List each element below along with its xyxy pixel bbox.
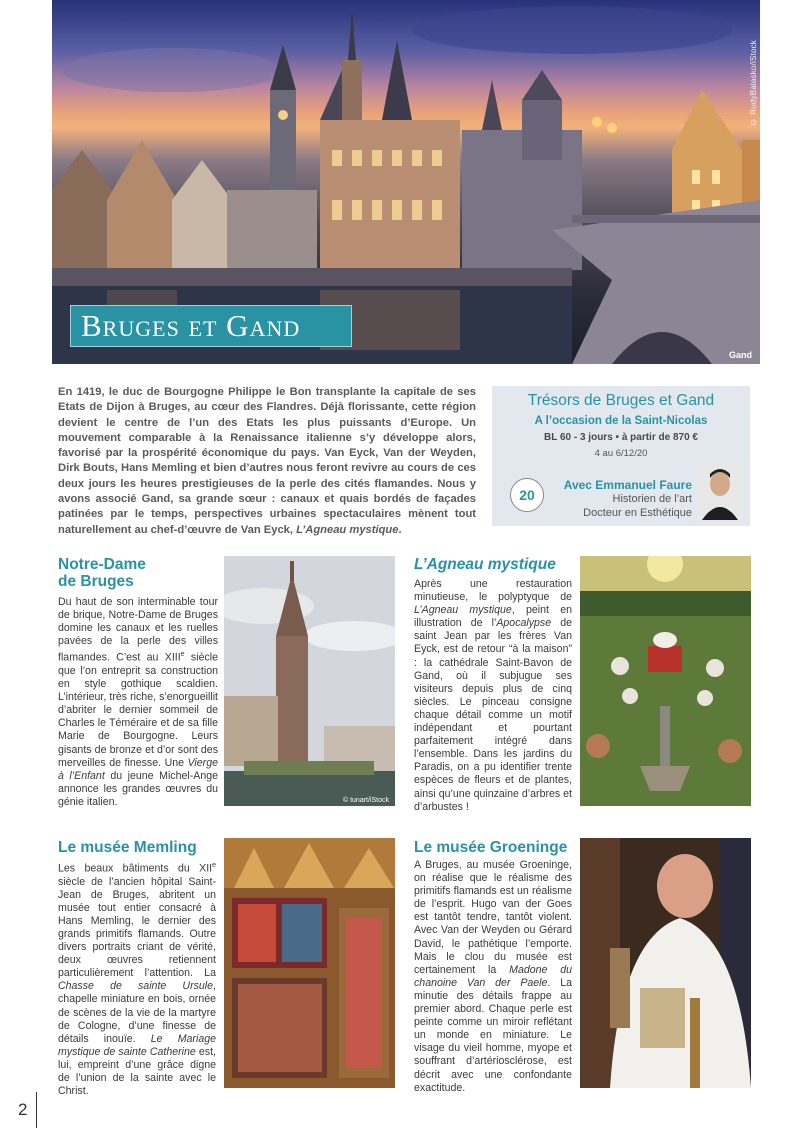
groeninge-heading: Le musée Groeninge: [414, 839, 568, 856]
agneau-painting: [580, 556, 751, 806]
notre-dame-text-1: Du haut de son interminable tour de brique, Notre-Dame de Bruges domine les canaux et les ruelles pavées de la perle des villes flamandes. C’est au XIII: [58, 596, 218, 664]
notre-dame-text-3: du jeune Michel-Ange annonce les grandes œuvres du génie italien.: [58, 769, 219, 808]
anniversary-badge-icon: [510, 478, 544, 512]
memling-heading: Le musée Memling: [58, 839, 197, 856]
notre-dame-text-2: siècle que l’on entreprit sa construction en style gothique scaldien. L’intérieur, très riche, s’enorgueillit d’abriter le dernier sommeil de Charles le Téméraire et de sa fille Marie de Bourgogne. Leurs gisants de bronze et d’or sont des merveilles de finesse. Une: [58, 651, 219, 769]
notre-dame-heading-line2: de Bruges: [58, 573, 134, 590]
agneau-heading-text: L’Agneau mystique: [414, 556, 556, 573]
memling-italic-2: Le Mariage mystique de sainte Catherine: [58, 1032, 216, 1058]
agneau-text-3: de saint Jean par les frères Van Eyck, est de retour “à la maison” : la cathédrale Saint-Bavon de Gand, où il subjugue ses visiteurs depuis plus de cinq siècles. Le pinceau consigne chaque détail comme un motif indépendant et pourtant parfaitement intégré dans l’ensemble. Dans les jardins du Paradis, on a pu identifier trente espèces de fleurs et de plantes, ainsi qu’une quinzaine d’arbres et d’arbustes !: [414, 617, 572, 813]
agneau-italic-1: L’Agneau mystique: [414, 604, 512, 617]
intro-text: En 1419, le duc de Bourgogne Philippe le Bon transplante la capitale de ses Etats de Dijon à Bruges, au cœur des Flandres. Déjà florissante, cette région devient le centre de l’un des Etats les plus puissants d’Europe. Un mouvement comparable à la Renaissance italienne s’y développe alors, favorisé par la prospérité économique du pays. Van Eyck, Van der Weyden, Dirk Bouts, Hans Memling et bien d’autres nous feront revivre au cours de ces deux jours les heures prestigieuses de la perle des cités flamandes. Nous y avons associé Gand, sa grande sœur : canaux et quais bordés de façades patinées par le temps, perspectives urbaines spectaculaires mènent tout naturellement au chef-d’œuvre de Van Eyck,: [58, 386, 476, 536]
agneau-italic-2: Apocalypse: [496, 617, 552, 630]
intro-paragraph: [58, 385, 476, 538]
guide-role-2: Docteur en Esthétique: [583, 507, 692, 519]
guide-role-1: Historien de l’art: [612, 493, 692, 505]
notre-dame-heading: [58, 556, 218, 590]
intro-text-end: .: [398, 523, 402, 536]
notre-dame-heading-line1: Notre-Dame: [58, 556, 146, 573]
trip-code-price: BL 60 - 3 jours • à partir de 870 €: [544, 432, 698, 443]
memling-text-1: Les beaux bâtiments du XII: [58, 862, 213, 875]
page-number-divider: [36, 1092, 37, 1128]
trip-info-box: [492, 386, 750, 526]
agneau-text-2: , peint en illustration de l’: [414, 604, 572, 630]
memling-text-3: , chapelle miniature en bois, ornée de scènes de la vie de la martyre de Cologne, d’une finesse de détails inouïe.: [58, 980, 216, 1045]
notre-dame-photo: [224, 556, 395, 806]
groeninge-italic: Madone du chanoine Van der Paele: [414, 963, 573, 989]
notre-dame-text: [58, 596, 218, 809]
groeninge-text: [414, 859, 572, 1095]
page-title: Bruges et Gand: [81, 308, 301, 343]
memling-italic-1: Chasse de sainte Ursule: [58, 980, 214, 993]
memling-text: [58, 859, 216, 1098]
agneau-heading: [414, 556, 574, 573]
groeninge-text-1: A Bruges, au musée Groeninge, on réalise que le réalisme des primitifs flamands est un réalisme de l’esprit. Hugo van der Goes est tantôt tendre, tantôt violent. Avec Van der Weyden ou Gérard David, le pathétique l’emporte. Mais le clou du musée est certainement la: [414, 859, 572, 976]
trip-subtitle: A l’occasion de la Saint-Nicolas: [534, 415, 708, 427]
van-der-paele-painting: [580, 838, 751, 1088]
notre-dame-photo-credit: © tunart/iStock: [342, 797, 389, 804]
memling-text-2: siècle de l’ancien hôpital Saint-Jean de Bruges, abritent un musée tout entier consacré à Hans Memling, le dernier des grands primitifs flamands. Outre divers portraits criant de vérité, deux œuvres retiennent particulièrement l’attention. La: [58, 875, 216, 980]
title-band: [70, 305, 352, 347]
agneau-text-1: Après une restauration minutieuse, le polyptyque de: [414, 578, 572, 604]
guide-name: Avec Emmanuel Faure: [563, 478, 692, 492]
notre-dame-italic: Vierge à l’Enfant: [58, 756, 218, 782]
page-number: 2: [18, 1100, 28, 1119]
memling-shrine-photo: [224, 838, 395, 1088]
badge-number: 20: [519, 487, 535, 503]
photo-credit: © RudyBalasko/iStock: [749, 40, 758, 127]
intro-italic-title: L’Agneau mystique: [296, 523, 399, 536]
trip-dates: 4 au 6/12/20: [594, 448, 648, 459]
guide-portrait-photo: [698, 464, 742, 520]
trip-title: Trésors de Bruges et Gand: [527, 392, 715, 409]
notre-dame-sup: e: [180, 651, 185, 659]
groeninge-text-2: . La minutie des détails frappe au premier abord. Chaque perle est peinte comme un miroir reflétant un monde en miniature. Le visage du vieil homme, myope et souffrant d’artériosclérose, est décrit avec une confondante exactitude.: [414, 976, 572, 1094]
agneau-text: [414, 578, 572, 814]
memling-text-4: est, lui, empreint d’une grâce digne de l’union de la sainte avec le Christ.: [58, 1045, 216, 1098]
memling-sup: e: [212, 862, 216, 869]
photo-caption: Gand: [728, 350, 752, 360]
